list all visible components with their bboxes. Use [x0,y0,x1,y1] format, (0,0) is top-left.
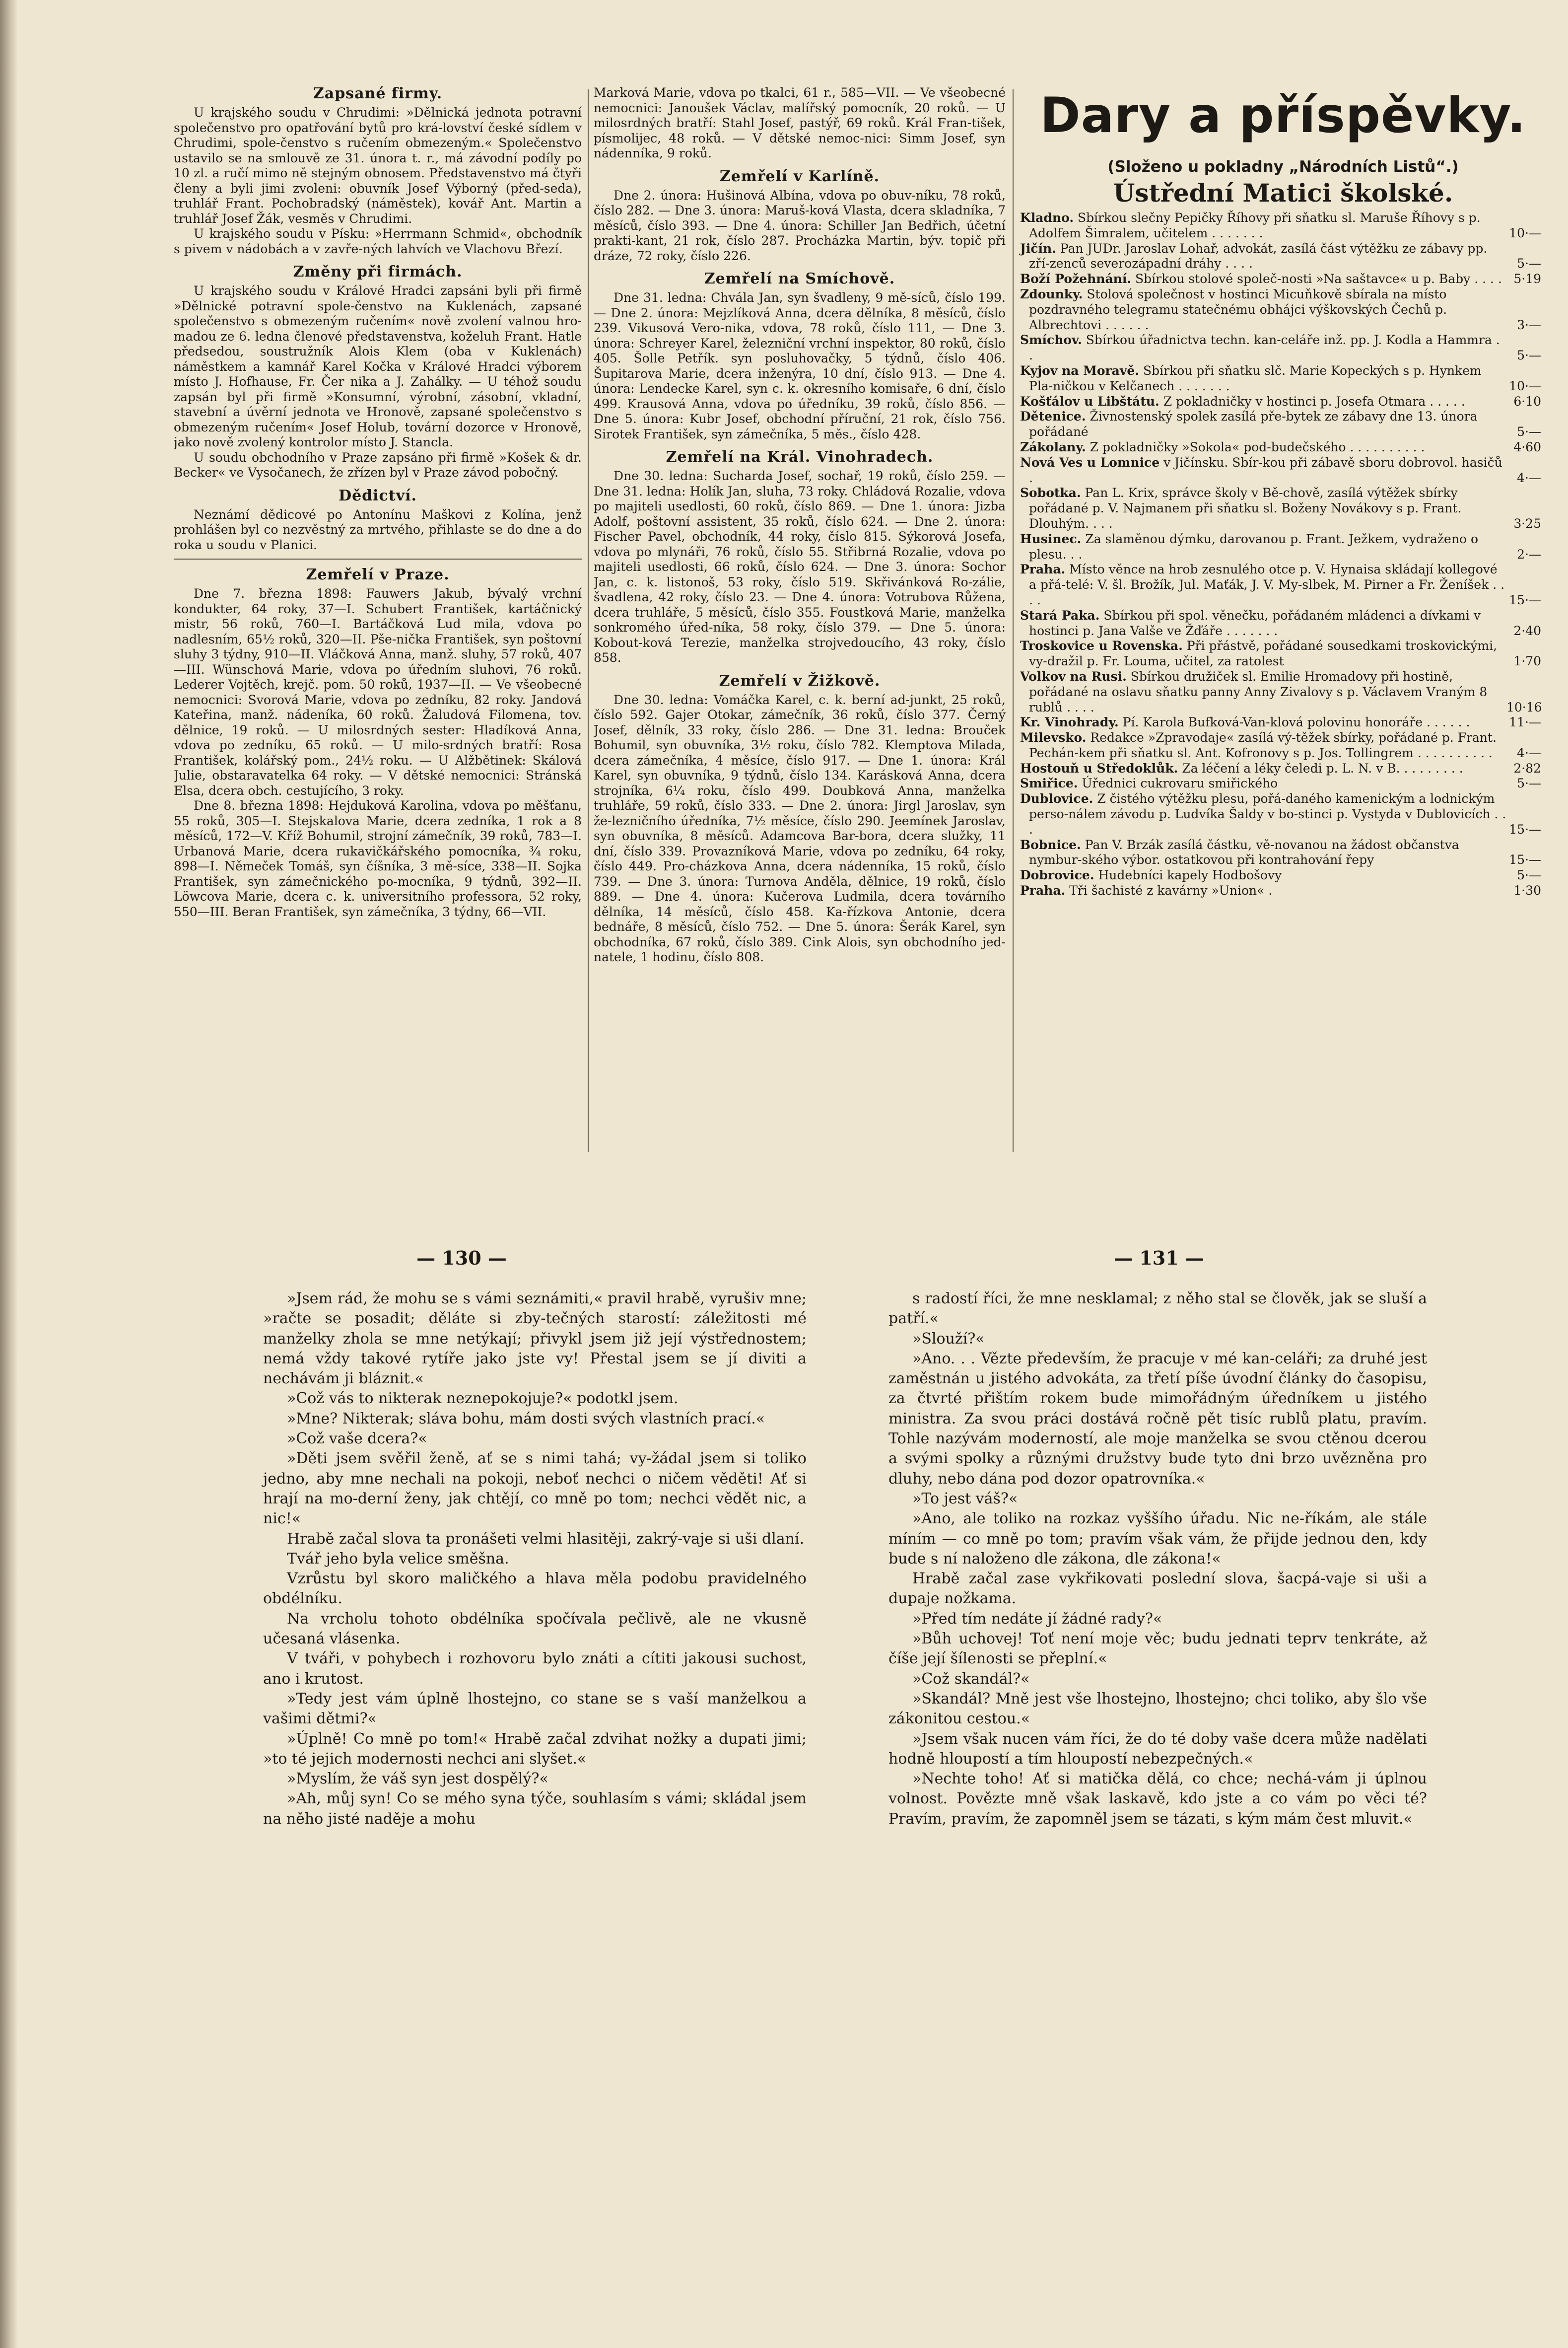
notice-paragraph: U krajského soudu v Chrudimi: »Dělnická jednota potravní společenstvo pro opatřování bytů pro krá-lovství české sídlem v Chrudimi, spole-čenstvo s ručením obmezeným.« Společenstvo ustavilo se na smlouvě ze 31. února t. r., má závodní podíly po 10 zl. a ručí mimo ně stejným obnosem. Představenstvo má čtyři členy a byli jimi zvoleni: obuvník Josef Výborný (před-seda), truhlář Frant. Pochobradský (náměstek), kovář Ant. Martin a truhlář Josef Žák, vesměs v Chrudimi. [174,105,582,226]
notice-paragraph: Dne 30. ledna: Vomáčka Karel, c. k. berní ad-junkt, 25 roků, číslo 592. Gajer Otokar, zámečník, 36 roků, číslo 377. Černý Josef, dělník, 33 roky, číslo 286. — Dne 31. ledna: Brouček Bohumil, syn obuvníka, 3½ roku, číslo 782. Klemptova Milada, dcera zámečníka, 4 měsíce, číslo 917. — Dne 1. února: Král Karel, syn obuvníka, 9 týdnů, číslo 134. Karásková Anna, dcera strojníka, 6¼ roku, číslo 499. Doubková Anna, manželka truhláře, 59 roků, číslo 333. — Dne 2. února: Jirgl Jaroslav, syn že-lezničního úředníka, 7½ měsíce, číslo 290. Jeemínek Jaroslav, syn obuvníka, 8 měsíců. Adamcova Bar-bora, dcera služky, 11 dní, číslo 339. Provazníková Marie, vdova po zedníku, 64 roky, číslo 449. Pro-cházkova Anna, dcera nádenníka, 15 roků, číslo 739. — Dne 3. února: Turnova Anděla, dělnice, 19 roků, číslo 889. — Dne 4. února: Kučerova Ludmila, dcera továrního dělníka, 14 měsíců, číslo 458. Ka-řízkova Antonie, dcera bednáře, 8 měsíců, číslo 752. — Dne 5. února: Šerák Karel, syn obchodníka, 67 roků, číslo 389. Cink Alois, syn obchodního jed-natele, 1 hodinu, číslo 808. [594,692,1006,964]
donation-description: Živnostenský spolek zasílá pře-bytek ze zábavy dne 13. února pořádané [1029,409,1478,439]
story-paragraph: s radostí říci, že mne nesklamal; z něho stal se člověk, jak se sluší a patří.« [888,1290,1427,1328]
story-paragraph: »Úplně! Co mně po tom!« Hrabě začal zdvihat nožky a dupati jimi; »to té jejich modernosti nechci ani slyšet.« [263,1730,807,1768]
donation-text [1020,562,1506,608]
notice-paragraph: Neznámí dědicové po Antonínu Maškovi z Kolína, jenž prohlášen byl co nezvěstný za mrtvého, přihlaste se do dne a do roka u soudu v Planici. [174,507,582,552]
donation-entry [1020,272,1541,287]
donation-amount: 3·— [1517,317,1541,332]
donation-amount: 5·— [1517,256,1541,271]
donation-entry [1020,883,1541,899]
donation-entry [1020,776,1541,791]
donation-entry [1020,761,1541,777]
donation-description: Sbírkou slečny Pepičky Říhovy při sňatku sl. Maruše Říhovy s p. Adolfem Šimralem, učitelem . . . . . . . [1029,211,1481,240]
donation-amount: 10·16 [1506,700,1542,714]
donation-place: Košťálov u Libštátu. [1020,394,1159,409]
story-paragraph: Hrabě začal zase vykřikovati poslední slova, šacpá-vaje si uši a dupaje nožkama. [888,1570,1427,1608]
donation-text [1020,715,1506,730]
donation-text [1020,287,1506,333]
page-spine-shadow [0,0,18,2348]
donation-description: Pí. Karola Bufková-Van-klová polovinu honoráře . . . . . . [1118,715,1470,730]
story-paragraph: »Tedy jest vám úplně lhostejno, co stane se s vaší manželkou a vašimi dětmi?« [263,1690,807,1728]
donation-text [1020,838,1506,868]
donation-amount: 5·— [1517,776,1541,791]
story-paragraph: V tváři, v pohybech i rozhovoru bylo znáti a cítiti jakousi suchost, ano i krutost. [263,1650,807,1688]
donation-place: Boží Požehnání. [1020,272,1132,286]
donation-amount: 15·— [1509,592,1541,607]
donations-subtitle: (Složeno u pokladny „Národních Listů“.) [1107,158,1459,176]
story-paragraph: »Před tím nedáte jí žádné rady?« [912,1610,1162,1628]
donation-description: Sbírkou družiček sl. Emilie Hromadovy při hostině, pořádané na oslavu sňatku panny Anny Zivalovy s p. Václavem Vraným 8 rublů . . . . [1029,669,1488,714]
story-paragraph: »Slouží?« [912,1330,985,1348]
notice-paragraph: Dne 30. ledna: Sucharda Josef, sochař, 19 roků, číslo 259. — Dne 31. ledna: Holík Jan, sluha, 73 roky. Chládová Rozalie, vdova po majiteli usedlosti, 60 roků, číslo 869. — Dne 1. února: Jizba Adolf, poštovní assistent, 35 roků, číslo 624. — Dne 2. února: Fischer Pavel, obchodník, 44 roky, číslo 815. Sýkorová Josefa, vdova po mlynáři, 76 roků, číslo 55. Střibrná Rozalie, vdova po majiteli usedlosti, 66 roků, číslo 624. — Dne 3. února: Sochor Jan, c. k. listonoš, 53 roky, číslo 519. Skřivánková Ro-zálie, švadlena, 42 roky, číslo 23. — Dne 4. února: Votrubova Růžena, dcera truhláře, 5 měsíců, číslo 355. Foustková Marie, manželka sonkromého úřed-níka, 58 roky, číslo 379. — Dne 5. února: Kobout-ková Terezie, manželka strojvedoucího, 43 roky, číslo 858. [594,469,1006,665]
section-heading: Zemřelí v Praze. [306,566,450,583]
story-paragraph: »Ah, můj syn! Co se mého syna týče, souhlasím s vámi; skládal jsem na něho jisté naděje a mohu [263,1790,807,1828]
donation-entry [1020,440,1541,455]
notice-paragraph: U krajského soudu v Písku: »Herrmann Schmid«, obchodník s pivem v nádobách a v zavře-ných lahvích ve Vlachovu Březí. [174,226,582,256]
notice-paragraph: U krajského soudu v Králové Hradci zapsáni byli při firmě »Dělnické potravní spole-čenstvo na Kuklenách, zapsané společenstvo s obmezeným ručením« nově zvolení valnou hro-madou ze 6. ledna členové představenstva, koželuh Frant. Hatle předsedou, soustružník Alois Klem (oba v Kuklenách) náměstkem a kamnář Karel Kočka v Králové Hradci výborem místo J. Hofhause, Fr. Čer nika a J. Zahálky. — U téhož soudu zapsán byl při firmě »Konsumní, výrobní, zásobní, vkladní, stavební a úvěrní jednota ve Hronově, zapsané společenstvo s obmezeným ručením« Josef Holub, tovární dozorce v Hronově, jako nově zvolený kontrolor místo J. Stancla. [174,284,582,449]
donation-description: Místo věnce na hrob zesnulého otce p. V. Hynaisa skládají kollegové a přá-telé: V. šl. Brožík, Jul. Maťák, J. V. My-slbek, M. Pirner a Fr. Ženíšek . . . . [1029,562,1505,607]
donation-entry [1020,639,1541,669]
donation-description: Z pokladničky v hostinci p. Josefa Otmara . . . . . [1159,394,1465,409]
donation-amount: 2·82 [1513,761,1541,776]
donation-description: Za léčení a léky čeledi p. L. N. v B. . . . . . . . . [1178,761,1463,776]
story-paragraph: »Jsem rád, že mohu se s vámi seznámiti,« pravil hrabě, vyrušiv mne; »račte se posadit; děláte si zby-tečných starostí: záležitosti mé manželky zhola se mne netýkají; přivykl jsem již její výstřednostem; nemá vždy takové rytíře jako jste vy! Přestal jsem se jí diviti a nechávám ji bláznit.« [263,1290,807,1388]
donation-amount: 2·40 [1513,623,1541,638]
story-paragraph: »Jsem však nucen vám říci, že do té doby vaše dcera může nadělati hodně hloupostí a tím hloupostí nebezpečných.« [888,1730,1427,1768]
donation-place: Praha. [1020,562,1066,577]
donation-description: Sbírkou stolové společ-nosti »Na saštavce« u p. Baby . . . . [1131,272,1502,286]
story-paragraph: Na vrcholu tohoto obdélníka spočívala pečlivě, ale ne vkusně učesaná vlásenka. [263,1610,807,1648]
story-paragraph: »Skandál? Mně jest vše lhostejno, lhostejno; chci toliko, aby šlo vše zákonitou cestou.« [888,1690,1427,1728]
donation-text [1020,730,1506,761]
donation-description: v Jičínsku. Sbír-kou při zábavě sboru dobrovol. hasičů . [1029,455,1502,485]
donation-amount: 15·— [1509,853,1541,867]
donation-place: Milevsko. [1020,730,1087,745]
story-paragraph: »Bůh uchovej! Toť není moje věc; budu jednati teprv tenkráte, až číše její šílenosti se přeplní.« [888,1630,1427,1668]
story-paragraph: »To jest váš?« [912,1490,1018,1507]
section-heading: Zemřelí v Karlíně. [719,167,880,185]
donation-place: Kladno. [1020,211,1074,225]
donation-place: Zdounky. [1020,286,1083,301]
story-paragraph: »Ano. . . Vězte především, že pracuje v mé kan-celáři; za druhé jest zaměstnán u jistého advokáta, za třetí píše úvodní články do časopisu, za čtvrté přištím rokem bude mimořádným úředníkem u jistého ministra. Za svou práci dostává ročně pět tisíc rublů platu, pravím. Tohle nazývám moderností, ale moje manželka se svou ctěnou dcerou a svými spolky a různými družstvy bude tyto dni brzo uvězněna pro dluhy, nebo dána pod dozor opatrovníka.« [888,1350,1427,1488]
donation-description: Úřednici cukrovaru smiřického [1078,776,1278,791]
donation-entry [1020,669,1541,715]
donation-amount: 11·— [1509,715,1541,730]
donation-place: Sobotka. [1020,486,1081,500]
donation-description: Hudebníci kapely Hodbošovy [1094,868,1282,883]
donation-text [1020,409,1506,440]
notice-paragraph: Dne 7. března 1898: Fauwers Jakub, bývalý vrchní kondukter, 64 roky, 37—I. Schubert František, kartáčnický mistr, 56 roků, 760—I. Bartáčková Lud mila, vdova po nadlesním, 65½ roků, 320—II. Pše-nička František, syn poštovní sluhy 3 týdny, 910—II. Vláčková Anna, manž. sluhy, 57 roků, 407—III. Wünschová Marie, vdova po úředním sluhovi, 76 roků. Lederer Vojtěch, krejč. pom. 50 roků, 1937—II. — Ve všeobecné nemocnici: Svorová Marie, vdova po zedníku, 82 roky. Jandová Kateřina, manž. nádeníka, 60 roků. Žaludová Filomena, tov. dělnice, 19 roků. — U milosrdných sester: Hladíková Anna, vdova po zedníku, 65 roků. — U milo-srdných bratří: Rosa František, kolářský pom., 24½ roku. — U Alžbětinek: Skálová Julie, obstaravatelka 64 roky. — V dětské nemocnici: Stránská Elsa, dcera obch. cestujícího, 3 roky. [174,586,582,798]
section-heading: Změny při firmách. [293,263,463,281]
donation-description: Stolová společnost v hostinci Micuňkově sbírala na místo pozdravného telegramu statečnému obhájci výškovských Čechů p. Albrechtovi . . . . . . [1029,286,1447,332]
donation-text [1020,440,1506,455]
story-paragraph: »Což vás to nikterak neznepokojuje?« podotkl jsem. [287,1390,679,1408]
donation-amount: 2·— [1517,547,1541,562]
donation-text [1020,486,1506,531]
donation-entry [1020,409,1541,440]
donation-description: Sbírkou při sňatku slč. Marie Kopeckých s p. Hynkem Pla-ničkou v Kelčanech . . . . . . . [1029,363,1482,393]
donation-place: Volkov na Rusi. [1020,669,1127,684]
section-heading: Zemřelí na Král. Vinohradech. [666,448,934,466]
notice-paragraph: Dne 31. ledna: Chvála Jan, syn švadleny, 9 mě-síců, číslo 199. — Dne 2. února: Mejzlíková Anna, dcera dělníka, 8 měsíců, číslo 239. Vikusová Vero-nika, vdova, 78 roků, číslo 111, — Dne 3. února: Schreyer Karel, železniční vrchní inspektor, 80 roků, číslo 405. Šolle Petřík. syn posluhovačky, 5 týdnů, číslo 406. Šupitarova Marie, dcera inženýra, 10 dní, číslo 913. — Dne 4. února: Lendecke Karel, syn c. k. okresního komisaře, 6 dní, číslo 499. Krausová Anna, vdova po úředníku, 39 roků, číslo 856. — Dne 5. února: Kubr Josef, obchodní příruční, 21 rok, číslo 756. Sirotek František, syn zámečníka, 5 měs., číslo 428. [594,290,1006,441]
section-heading: Zemřelí v Žižkově. [719,672,881,690]
donation-amount: 5·— [1517,425,1541,439]
donation-entry [1020,241,1541,272]
donation-entry [1020,333,1541,363]
donation-place: Smiřice. [1020,776,1078,791]
story-column-left [263,1289,807,1829]
donations-recipient: Ústřední Matici školské. [1113,178,1453,208]
donation-place: Jičín. [1020,241,1056,256]
donation-amount: 5·— [1517,868,1541,883]
donation-text [1020,868,1506,883]
column-middle [594,85,1006,1163]
donation-amount: 1·30 [1513,883,1541,898]
donation-text [1020,241,1506,272]
donation-amount: 4·— [1517,745,1541,760]
donation-amount: 5·19 [1513,272,1541,286]
donation-description: Pan JUDr. Jaroslav Lohař, advokát, zasílá část výtěžku ze zábavy pp. zří-zenců severozápadní dráhy . . . . [1029,241,1488,271]
donation-place: Husinec. [1020,531,1082,546]
donation-place: Stará Paka. [1020,608,1100,623]
donation-description: Tři šachisté z kavárny »Union« . [1065,883,1273,898]
donation-entry [1020,838,1541,868]
section-heading: Zapsané firmy. [313,85,443,102]
donation-entry [1020,486,1541,531]
donation-text [1020,211,1506,241]
donation-description: Sbírkou při spol. věnečku, pořádaném mládenci a dívkami v hostinci p. Jana Valše ve Žďáře . . . . . . . [1029,608,1481,638]
donation-text [1020,761,1506,777]
notice-paragraph: Dne 2. února: Hušinová Albína, vdova po obuv-níku, 78 roků, číslo 282. — Dne 3. února: Maruš-ková Vlasta, dcera skladníka, 7 měsíců, číslo 393. — Dne 4. února: Schiller Jan Bedřich, účetní prakti-kant, 21 rok, číslo 287. Procházka Martin, býv. topič při dráze, 72 roky, číslo 226. [594,188,1006,263]
donation-amount: 5·— [1517,348,1541,363]
donation-entry [1020,608,1541,639]
donation-place: Kyjov na Moravě. [1020,363,1140,378]
donation-text [1020,532,1506,563]
donation-description: Z čistého výtěžku plesu, pořá-daného kamenickým a lodnickým perso-nálem závodu p. Ludvíka Šaldy v bo-stinci p. Vystyda v Dublovicích . . . [1029,791,1506,837]
story-paragraph: Hrabě začal slova ta pronášeti velmi hlasitěji, zakrý-vaje si uši dlaní. [287,1530,805,1548]
story-paragraph: Tvář jeho byla velice směšna. [287,1550,509,1567]
story-paragraph: »Myslím, že váš syn jest dospělý?« [287,1770,548,1788]
donation-amount: 3·25 [1513,516,1541,531]
story-paragraph: »Což skandál?« [912,1670,1030,1688]
donation-place: Troskovice u Rovenska. [1020,639,1183,653]
donation-text [1020,608,1506,639]
column-divider [1013,89,1014,1152]
story-paragraph: »Děti jsem svěřil ženě, ať se s nimi tahá; vy-žádal jsem si toliko jedno, aby mne nechali na pokoji, neboť nechci o ničem věděti! Ať si hrají na mo-derní ženy, jak chtějí, co mně po tom; nechci vědět nic, a nic!« [263,1450,807,1528]
donation-description: Z pokladničky »Sokola« pod-budečského . . . . . . . . . . [1086,439,1425,454]
section-heading: Dědictví. [339,487,417,504]
story-paragraph: »Nechte toho! Ať si matička dělá, co chce; nechá-vám ji úplnou volnost. Povězte mně však laskavě, kdo jste a co vám po věci té? Pravím, pravím, že zapomněl jsem se tázati, s kým mám čest mluvit.« [888,1770,1427,1828]
notice-paragraph: Dne 8. března 1898: Hejduková Karolina, vdova po měšťanu, 55 roků, 305—I. Stejskalova Marie, dcera zedníka, 1 rok a 8 měsíců, 172—V. Kříž Bohumil, strojní zámečník, 39 roků, 783—I. Urbanová Marie, dcera rukavičkářského pomocníka, ¾ roku, 898—I. Němeček Tomáš, syn číšníka, 3 mě-síce, 338—II. Sojka František, syn zámečnického po-mocníka, 9 týdnů, 392—II. Löwcova Marie, dcera c. k. universitního professora, 52 roky, 550—III. Beran František, syn zámečníka, 3 týdny, 66—VII. [174,798,582,919]
donation-entry [1020,455,1541,486]
donation-entry [1020,562,1541,608]
donation-text [1020,363,1506,394]
donation-place: Zákolany. [1020,439,1086,454]
donation-amount: 4·60 [1513,439,1541,454]
donation-entry [1020,363,1541,394]
donation-text [1020,272,1506,287]
donation-entry [1020,532,1541,563]
story-paragraph: »Ano, ale toliko na rozkaz vyššího úřadu. Nic ne-říkám, ale stále míním — co mně po tom; pravím však vám, že přijde jednou den, kdy bude s ní naloženo dle zákona, dle zákona!« [888,1510,1427,1567]
donation-place: Dětenice. [1020,409,1086,424]
donation-text [1020,639,1506,669]
donation-entry [1020,791,1541,837]
donation-place: Hostouň u Středoklůk. [1020,761,1178,776]
donation-place: Kr. Vinohrady. [1020,715,1119,730]
donation-description: Sbírkou úřadnictva techn. kan-celáře inž. pp. J. Kodla a Hammra . . [1029,333,1500,363]
donations-title: Dary a příspěvky. [1040,87,1526,144]
donation-text [1020,669,1506,715]
donation-text [1020,394,1506,410]
notice-paragraph: U soudu obchodního v Praze zapsáno při firmě »Košek & dr. Becker« ve Vysočanech, že zřízen byl v Praze závod pobočný. [174,450,582,480]
donation-description: Pan V. Brzák zasílá částku, vě-novanou na žádost občanstva nymbur-ského výbor. ostatkovou při kontrahování řepy [1029,837,1459,867]
donation-text [1020,333,1506,363]
donation-amount: 10·— [1509,378,1541,393]
donation-entry [1020,211,1541,241]
story-column-right [888,1289,1427,1829]
donation-description: Za slaměnou dýmku, darovanou p. Frant. Ježkem, vydraženo o plesu. . . [1029,531,1478,562]
donation-text [1020,883,1506,899]
donation-place: Bobnice. [1020,837,1081,852]
donation-description: Při přástvě, pořádané sousedkami troskovickými, vy-dražil p. Fr. Louma, učitel, za ratolest [1029,639,1498,669]
donation-text [1020,791,1506,837]
column-left [174,85,582,1163]
donations-list [1020,211,1541,899]
donation-entry [1020,715,1541,730]
donation-entry [1020,287,1541,333]
section-rule [174,559,582,560]
donation-place: Dobrovice. [1020,868,1094,883]
donation-description: Redakce »Zpravodaje« zasílá vý-těžek sbírky, pořádané p. Frant. Pechán-kem při sňatku sl. Ant. Kofronovy s p. Jos. Tollingrem . . . . . . . . . . [1029,730,1497,760]
donation-amount: 15·— [1509,822,1541,837]
story-paragraph: Vzrůstu byl skoro maličkého a hlava měla podobu pravidelného obdélníku. [263,1570,807,1608]
column-divider [588,89,589,1152]
donation-place: Dublovice. [1020,791,1093,806]
donation-place: Praha. [1020,883,1066,898]
donation-place: Smíchov. [1020,333,1082,348]
donation-amount: 6·10 [1513,394,1541,409]
donation-entry [1020,730,1541,761]
section-heading: Zemřelí na Smíchově. [704,270,895,287]
donation-text [1020,455,1506,486]
donation-entry [1020,868,1541,883]
donation-description: Pan L. Krix, správce školy v Bě-chově, zasílá výtěžek sbírky pořádané p. V. Najmanem při sňatku sl. Boženy Novákovy s p. Frant. Dlouhým. . . . [1029,486,1462,531]
donation-text [1020,776,1506,791]
story-paragraph: »Což vaše dcera?« [287,1430,427,1448]
notice-paragraph: Marková Marie, vdova po tkalci, 61 r., 585—VII. — Ve všeobecné nemocnici: Janoušek Václav, malířský pomocník, 20 roků. — U milosrdných bratří: Stahl Josef, pastýř, 69 roků. Král Fran-tišek, písmolijec, 48 roků. — V dětské nemoc-nici: Simm Josef, syn nádenníka, 9 roků. [594,85,1006,160]
donation-place: Nová Ves u Lomnice [1020,455,1160,470]
donation-amount: 10·— [1509,225,1541,240]
donation-entry [1020,394,1541,410]
donation-amount: 4·— [1517,470,1541,485]
page-number-right: — 131 — [1114,1247,1204,1269]
page-number-left: — 130 — [416,1247,507,1269]
donation-amount: 1·70 [1513,654,1541,669]
story-paragraph: »Mne? Nikterak; sláva bohu, mám dosti svých vlastních prací.« [287,1410,765,1427]
